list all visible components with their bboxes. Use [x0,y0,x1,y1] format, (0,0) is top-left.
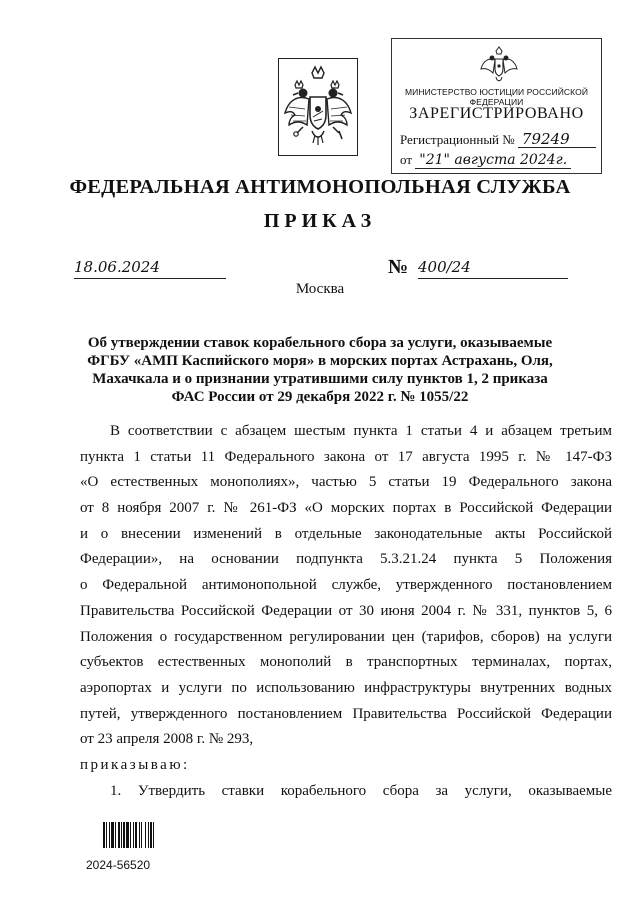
city: Москва [295,281,345,297]
body-line: от 8 ноября 2007 г. № 261-ФЗ «О морских портах в Российской Федерации [80,500,612,517]
document-type: ПРИКАЗ [263,210,377,232]
body-line: субъектов естественных монополий в транспортных терминалах, портах, [80,654,612,671]
stamp-reg-label: Регистрационный № [400,132,515,147]
order-date: 18.06.2024 [74,258,226,279]
body-line: о Федеральной антимонопольной службе, утвержденного постановлением [80,577,612,594]
order-body [80,419,612,804]
stamp-date-prefix: от [400,152,413,167]
stamp-ministry: МИНИСТЕРСТВО ЮСТИЦИИ РОССИЙСКОЙ ФЕДЕРАЦИИ [404,87,589,107]
subject-line: ФАС России от 29 декабря 2022 г. № 1055/22 [171,389,469,405]
body-line: и о внесении изменений в отдельные законодательные акты Российской [80,525,612,542]
agency-name: ФЕДЕРАЛЬНАЯ АНТИМОНОПОЛЬНАЯ СЛУЖБА [69,176,571,198]
body-line: «О естественных монополиях», частью 5 статьи 19 Федерального закона [80,474,612,491]
stamp-emblem-icon [477,45,521,85]
order-word: приказываю: [80,756,190,773]
order-number-label: № [388,256,409,278]
body-line: В соответствии с абзацем шестым пункта 1 статьи 4 и абзацем третьим [110,423,612,439]
subject-line: ФГБУ «АМП Каспийского моря» в морских портах Астрахань, Оля, [87,353,553,369]
subject-line: Махачкала и о признании утратившими силу пунктов 1, 2 приказа [92,371,548,387]
stamp-reg-number: 79249 [518,132,596,148]
body-line: путей, утвержденного постановлением Правительства Российской Федерации [80,705,612,722]
stamp-registration-line [400,132,596,148]
stamp-date-value: "21" августа 2024г. [415,153,571,169]
order-number: 400/24 [418,258,568,279]
stamp-date-line [400,152,571,169]
body-line: аэропортах и услуги по использованию инфраструктуры внутренних водных [80,679,612,696]
barcode-icon [103,822,175,848]
body-line: Положения о государственном регулировании цен (тарифов, сборов) на услуги [80,628,612,645]
body-line: пункта 1 статьи 11 Федерального закона от 17 августа 1995 г. № 147-ФЗ [80,448,612,465]
registration-stamp [391,38,602,174]
stamp-registered: ЗАРЕГИСТРИРОВАНО [409,105,584,122]
body-line: от 23 апреля 2008 г. № 293, [80,731,254,748]
subject-line: Об утверждении ставок корабельного сбора за услуги, оказываемые [87,335,553,351]
body-line: Правительства Российской Федерации от 30 июня 2004 г. № 331, пунктов 5, 6 [80,602,612,619]
item-1: 1. Утвердить ставки корабельного сбора за услуги, оказываемые [110,782,612,799]
body-line: Федерации», на основании подпункта 5.3.21.24 пункта 5 Положения [80,551,612,568]
order-subject [60,334,580,406]
coat-of-arms-icon [278,58,358,156]
document-number: 2024-56520 [86,858,151,872]
